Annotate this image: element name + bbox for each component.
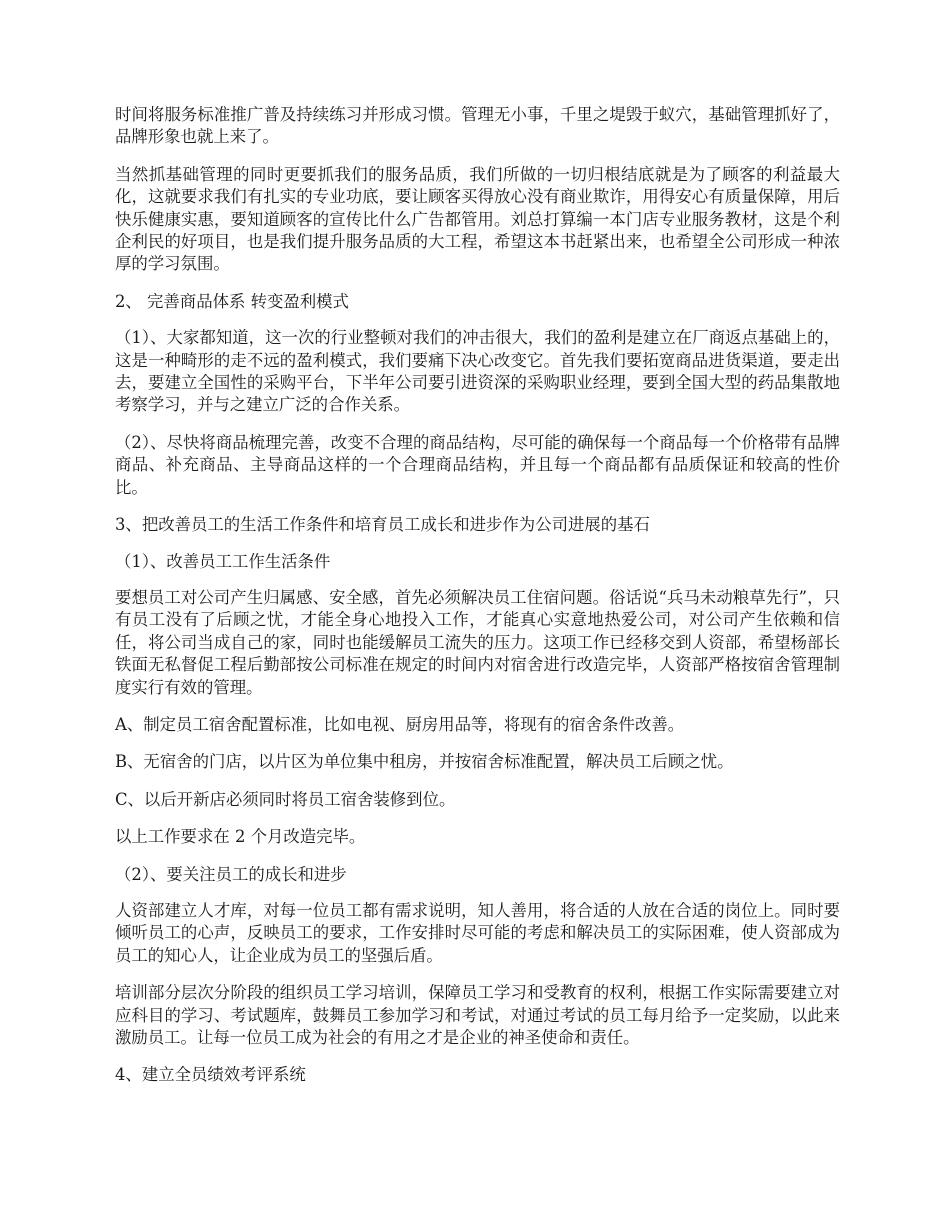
document-page	[115, 104, 840, 1101]
list-item-c: C、以后开新店必须同时将员工宿舍装修到位。	[115, 789, 456, 809]
section-heading-2: 2、 完善商品体系 转变盈利模式	[115, 291, 349, 311]
list-item-a: A、制定员工宿舍配置标准，比如电视、厨房用品等，将现有的宿舍条件改善。	[115, 714, 685, 734]
paragraph-service-quality: 当然抓基础管理的同时更要抓我们的服务品质，我们所做的一切归根结底就是为了顾客的利益最大化，这就要求我们有扎实的专业功底，要让顾客买得放心没有商业欺诈，用得安心有质量保障，用后快乐健康实惠，要知道顾客的宣传比什么广告都管用。刘总打算编一本门店专业服务教材，这是个利企利民的好项目，也是我们提升服务品质的大工程，希望这本书赶紧出来，也希望全公司形成一种浓厚的学习氛围。	[115, 164, 840, 274]
paragraph-2-2: （2）、尽快将商品梳理完善，改变不合理的商品结构，尽可能的确保每一个商品每一个价格带有品牌商品、补充商品、主导商品这样的一个合理商品结构，并且每一个商品都有品质保证和较高的性价比。	[115, 432, 840, 497]
paragraph-housing: 要想员工对公司产生归属感、安全感，首先必须解决员工住宿问题。俗话说“兵马未动粮草先行”，只有员工没有了后顾之忧，才能全身心地投入工作，才能真心实意地热爱公司，对公司产生依赖和信任，将公司当成自己的家，同时也能缓解员工流失的压力。这项工作已经移交到人资部，希望杨部长铁面无私督促工程后勤部按公司标准在规定的时间内对宿舍进行改造完毕，人资部严格按宿舍管理制度实行有效的管理。	[115, 587, 840, 697]
list-item-b: B、无宿舍的门店，以片区为单位集中租房，并按宿舍标准配置，解决员工后顾之忧。	[115, 752, 734, 772]
section-heading-3: 3、把改善员工的生活工作条件和培育员工成长和进步作为公司进展的基石	[115, 515, 650, 535]
paragraph-deadline: 以上工作要求在 2 个月改造完毕。	[115, 827, 366, 847]
section-heading-4: 4、建立全员绩效考评系统	[115, 1065, 306, 1085]
paragraph-talent-pool: 人资部建立人才库，对每一位员工都有需求说明，知人善用，将合适的人放在合适的岗位上。同时要倾听员工的心声，反映员工的要求，工作安排时尽可能的考虑和解决员工的实际困难，使人资部成为员工的知心人，让企业成为员工的坚强后盾。	[115, 900, 840, 965]
paragraph-2-1: （1）、大家都知道，这一次的行业整顿对我们的冲击很大，我们的盈利是建立在厂商返点基础上的，这是一种畸形的走不远的盈利模式，我们要痛下决心改变它。首先我们要拓宽商品进货渠道，要走出去，要建立全国性的采购平台，下半年公司要引进资深的采购职业经理，要到全国大型的药品集散地考察学习，并与之建立广泛的合作关系。	[115, 328, 840, 415]
subheading-3-2: （2）、要关注员工的成长和进步	[115, 864, 347, 884]
paragraph-training: 培训部分层次分阶段的组织员工学习培训，保障员工学习和受教育的权利，根据工作实际需要建立对应科目的学习、考试题库，鼓舞员工参加学习和考试，对通过考试的员工每月给予一定奖励，以此来激励员工。让每一位员工成为社会的有用之才是企业的神圣使命和责任。	[115, 983, 840, 1047]
paragraph-basic-management: 时间将服务标准推广普及持续练习并形成习惯。管理无小事，千里之堤毁于蚁穴，基础管理抓好了，品牌形象也就上来了。	[115, 105, 840, 147]
subheading-3-1: （1）、改善员工工作生活条件	[115, 551, 331, 571]
